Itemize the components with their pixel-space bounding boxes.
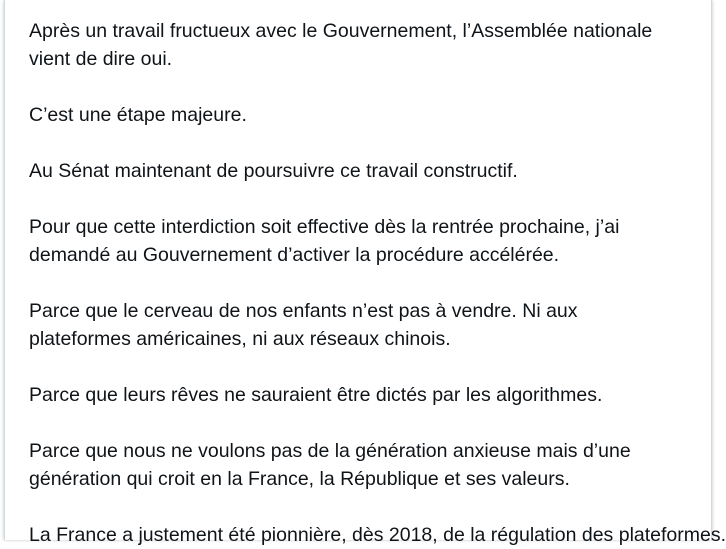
post-line: Parce que nous ne voulons pas de la génération anxieuse mais d’une: [29, 440, 631, 462]
post-body: [29, 0, 726, 549]
post-line: Au Sénat maintenant de poursuivre ce travail constructif.: [29, 160, 518, 182]
post-line: demandé au Gouvernement d’activer la procédure accélérée.: [29, 244, 560, 266]
post-paragraph: [29, 381, 709, 409]
post-paragraph: [29, 17, 709, 73]
post-paragraph: [29, 157, 709, 185]
post-paragraph: [29, 213, 709, 269]
post-card: [4, 0, 726, 546]
post-paragraph: [29, 437, 709, 493]
post-line: C’est une étape majeure.: [29, 104, 247, 126]
post-paragraph: [29, 521, 726, 549]
post-line: La France a justement été pionnière, dès 2018, de la régulation des plateformes.: [29, 524, 726, 546]
post-line: Après un travail fructueux avec le Gouvernement, l’Assemblée nationale: [29, 20, 653, 42]
post-paragraph: [29, 297, 709, 353]
post-line: Parce que leurs rêves ne sauraient être dictés par les algorithmes.: [29, 384, 603, 406]
post-line: Parce que le cerveau de nos enfants n’est pas à vendre. Ni aux: [29, 300, 578, 322]
post-line: vient de dire oui.: [29, 48, 173, 70]
post-line: Pour que cette interdiction soit effective dès la rentrée prochaine, j’ai: [29, 216, 620, 238]
post-paragraph: [29, 101, 709, 129]
post-line: génération qui croit en la France, la République et ses valeurs.: [29, 468, 570, 490]
post-line: plateformes américaines, ni aux réseaux chinois.: [29, 328, 451, 350]
